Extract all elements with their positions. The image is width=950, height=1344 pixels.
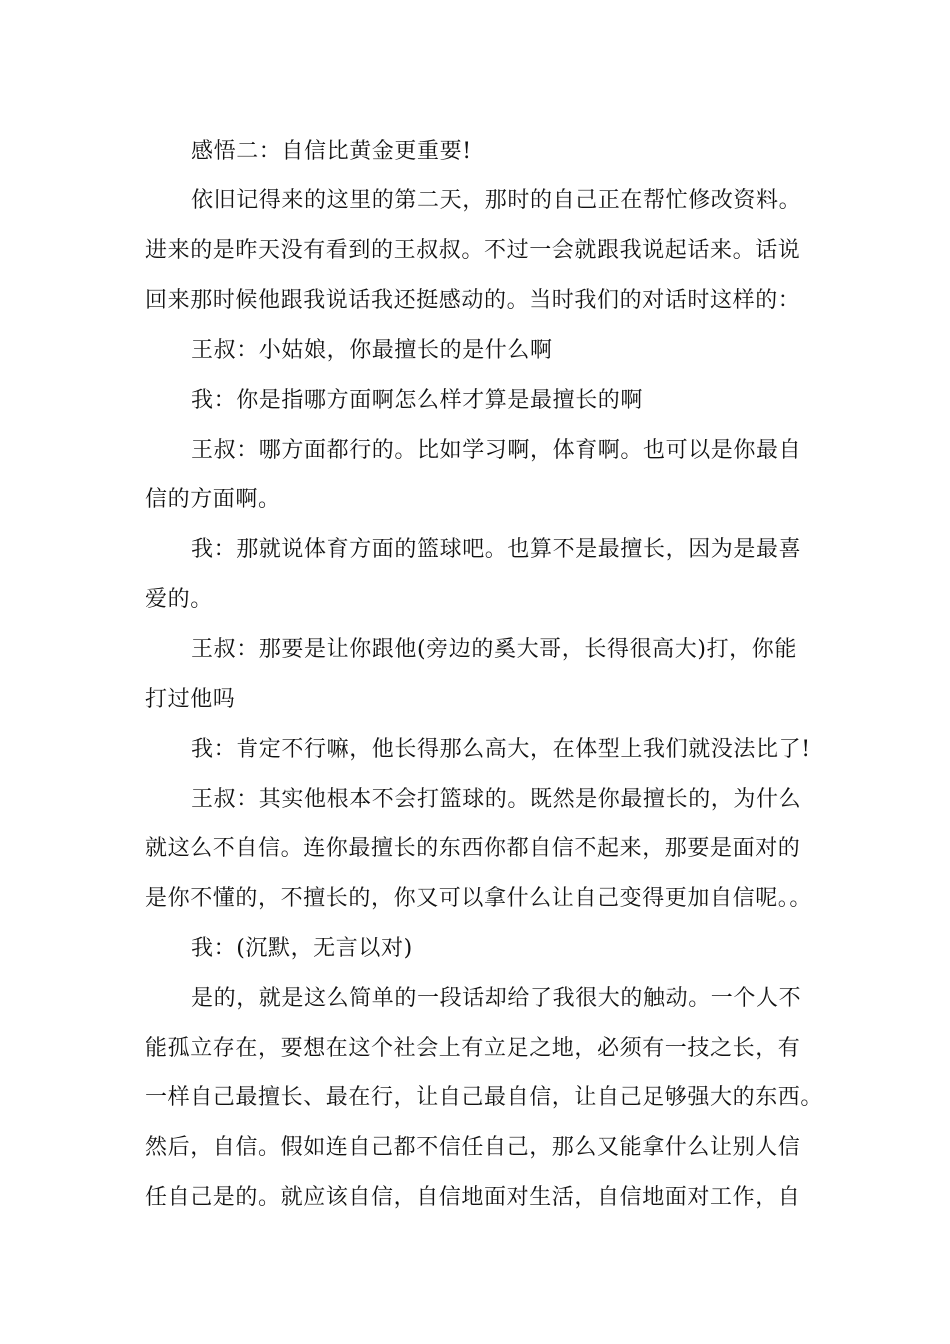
dialogue-line: 是你不懂的，不擅长的，你又可以拿什么让自己变得更加自信呢。。: [145, 886, 813, 911]
paragraph-line: 是的，就是这么简单的一段话却给了我很大的触动。一个人不: [191, 986, 802, 1011]
dialogue-line: 王叔：那要是让你跟他(旁边的奚大哥，长得很高大)打，你能: [191, 637, 797, 662]
paragraph-line: 任自己是的。就应该自信，自信地面对生活，自信地面对工作，自: [145, 1185, 801, 1210]
dialogue-line: 王叔：哪方面都行的。比如学习啊，体育啊。也可以是你最自: [191, 438, 802, 463]
dialogue-line: 我：那就说体育方面的篮球吧。也算不是最擅长，因为是最喜: [191, 537, 802, 562]
dialogue-line: 打过他吗: [145, 687, 236, 712]
dialogue-line: 王叔：其实他根本不会打篮球的。既然是你最擅长的，为什么: [191, 787, 802, 812]
dialogue-line: 王叔：小姑娘，你最擅长的是什么啊: [191, 338, 553, 363]
dialogue-line: 就这么不自信。连你最擅长的东西你都自信不起来，那要是面对的: [145, 836, 801, 861]
dialogue-line: 爱的。: [145, 587, 213, 612]
paragraph-line: 进来的是昨天没有看到的王叔叔。不过一会就跟我说起话来。话说: [145, 238, 801, 263]
paragraph-line: 依旧记得来的这里的第二天，那时的自己正在帮忙修改资料。: [191, 188, 802, 213]
dialogue-line: 我：你是指哪方面啊怎么样才算是最擅长的啊: [191, 388, 644, 413]
paragraph-line: 一样自己最擅长、最在行，让自己最自信，让自己足够强大的东西。: [145, 1085, 824, 1110]
paragraph-line: 能孤立存在，要想在这个社会上有立足之地，必须有一技之长，有: [145, 1036, 801, 1061]
paragraph-line: 然后，自信。假如连自己都不信任自己，那么又能拿什么让别人信: [145, 1135, 801, 1160]
dialogue-line: 我：肯定不行嘛，他长得那么高大，在体型上我们就没法比了!: [191, 737, 811, 762]
paragraph-line: 回来那时候他跟我说话我还挺感动的。当时我们的对话时这样的：: [145, 288, 801, 313]
section-heading: 感悟二：自信比黄金更重要!: [191, 139, 472, 164]
dialogue-line: 我：(沉默，无言以对): [191, 936, 413, 961]
dialogue-line: 信的方面啊。: [145, 487, 281, 512]
